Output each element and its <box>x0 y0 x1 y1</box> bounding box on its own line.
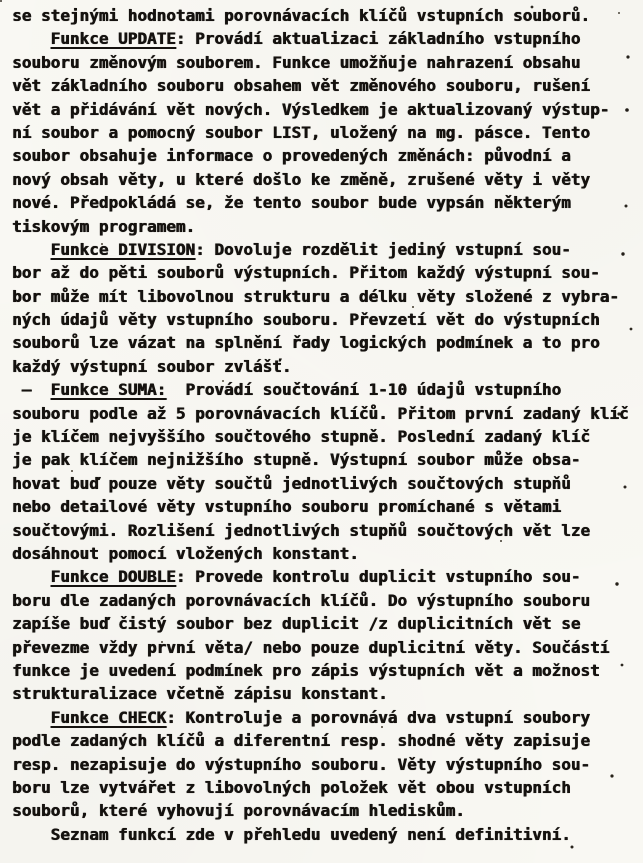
line-text: resp. nezapisuje do výstupního souboru. Věty výstupního sou- <box>12 754 590 774</box>
text-line <box>12 51 641 74</box>
text-line <box>12 682 641 705</box>
line-text: Provádí součtování 1-10 údajů vstupního <box>166 380 562 400</box>
function-heading-underlined: Funkce SUMA: <box>50 380 167 400</box>
text-line <box>12 823 641 846</box>
text-line <box>12 706 641 729</box>
text-line <box>12 121 641 144</box>
line-text: ných údajů věty vstupního souboru. Převzetí vět do výstupních <box>12 310 600 330</box>
line-text: souboru podle až 5 porovnávacích klíčů. Přitom první zadaný klíč <box>12 403 629 423</box>
line-text: : Provede kontrolu duplicit vstupního sou- <box>175 567 581 587</box>
function-heading-underlined: Funkce DOUBLE <box>50 567 176 587</box>
text-line <box>12 378 641 401</box>
text-line <box>12 168 641 191</box>
text-line <box>12 519 641 542</box>
text-line <box>12 753 641 776</box>
text-line <box>12 612 641 635</box>
text-line <box>12 98 641 121</box>
line-text: souborů, které vyhovují porovnávacím hlediskům. <box>12 801 465 821</box>
text-line <box>12 448 641 471</box>
text-line <box>12 215 641 238</box>
line-text: nový obsah věty, u které došlo ke změně, zrušené věty i věty <box>12 169 590 189</box>
text-line <box>12 261 641 284</box>
line-text: je klíčem nejvyššího součtového stupně. Poslední zadaný klíč <box>12 427 590 447</box>
text-line <box>12 659 641 682</box>
line-text: dosáhnout pomocí vložených konstant. <box>12 543 359 563</box>
line-text: : Dovoluje rozdělit jediný vstupní sou- <box>195 239 571 259</box>
line-text: strukturalizace včetně zápisu konstant. <box>12 684 388 704</box>
line-text: vět základního souboru obsahem vět změnového souboru, rušení <box>12 76 590 96</box>
function-heading-underlined: Funkce CHECK <box>50 707 167 727</box>
text-line <box>12 355 641 378</box>
line-text: vět a přidávání vět nových. Výsledkem je aktualizovaný výstup- <box>12 99 610 119</box>
text-line <box>12 729 641 752</box>
text-line <box>12 308 641 331</box>
line-text: podle zadaných klíčů a diferentní resp. shodné věty zapisuje <box>12 731 590 751</box>
line-text: tiskovým programem. <box>12 216 196 236</box>
text-line <box>12 238 641 261</box>
text-block <box>12 4 641 846</box>
text-line <box>12 74 641 97</box>
line-text <box>12 240 51 259</box>
function-heading-underlined: Funkce DIVISION <box>50 239 196 259</box>
line-text: : Kontroluje a porovnává dva vstupní soubory <box>166 707 590 727</box>
text-line <box>12 27 641 50</box>
line-text: bor může mít libovolnou strukturu a délku věty složené z vybra- <box>12 286 619 306</box>
text-line <box>12 191 641 214</box>
line-text: : Provádí aktualizaci základního vstupního <box>175 29 581 49</box>
line-text: každý výstupní soubor zvlášť. <box>12 356 292 376</box>
function-heading-underlined: Funkce UPDATE <box>50 29 176 49</box>
text-line <box>12 425 641 448</box>
line-text: funkce je uvedení podmínek pro zápis výstupních vět a možnost <box>12 660 600 680</box>
text-line <box>12 495 641 518</box>
text-line <box>12 776 641 799</box>
line-text: nebo detailové věty vstupního souboru promíchané s větami <box>12 497 562 517</box>
line-text: je pak klíčem nejnižšího stupně. Výstupní soubor může obsa- <box>12 450 581 470</box>
line-text: souboru změnovým souborem. Funkce umožňuje nahrazení obsahu <box>12 52 581 72</box>
line-text <box>12 708 51 727</box>
line-text <box>12 29 51 48</box>
line-text: součtovými. Rozlišení jednotlivých stupňů součtových vět lze <box>12 520 590 540</box>
line-text: nové. Předpokládá se, že tento soubor bude vypsán některým <box>12 193 571 213</box>
line-text: bor až do pěti souborů výstupních. Přitom každý výstupní sou- <box>12 263 600 283</box>
line-text: soubor obsahuje informace o provedených změnách: původní a <box>12 146 571 166</box>
line-text: boru dle zadaných porovnávacích klíčů. Do výstupního souboru <box>12 590 590 610</box>
text-line <box>12 636 641 659</box>
line-text: ní soubor a pomocný soubor LIST, uložený na mg. pásce. Tento <box>12 122 590 142</box>
line-text: hovat buď pouze věty součtů jednotlivých součtových stupňů <box>12 473 571 493</box>
text-line <box>12 589 641 612</box>
line-text: převezme vždy první věta/ nebo pouze duplicitní věty. Součástí <box>12 637 610 657</box>
line-text: souborů lze vázat na splnění řady logických podmínek a to pro <box>12 333 600 353</box>
text-line <box>12 542 641 565</box>
text-line <box>12 402 641 425</box>
text-line <box>12 799 641 822</box>
text-line <box>12 331 641 354</box>
text-line <box>12 285 641 308</box>
line-text: – <box>12 380 51 400</box>
text-line <box>12 144 641 167</box>
line-text: boru lze vytvářet z libovolných položek vět obou vstupních <box>12 777 571 797</box>
text-line <box>12 4 641 27</box>
text-line <box>12 565 641 588</box>
text-line <box>12 472 641 495</box>
line-text <box>12 567 51 586</box>
line-text: Seznam funkcí zde v přehledu uvedený není definitivní. <box>12 824 571 844</box>
line-text: zapíše buď čistý soubor bez duplicit /z duplicitních vět se <box>12 614 581 634</box>
line-text: se stejnými hodnotami porovnávacích klíčů vstupních souborů. <box>12 6 590 25</box>
